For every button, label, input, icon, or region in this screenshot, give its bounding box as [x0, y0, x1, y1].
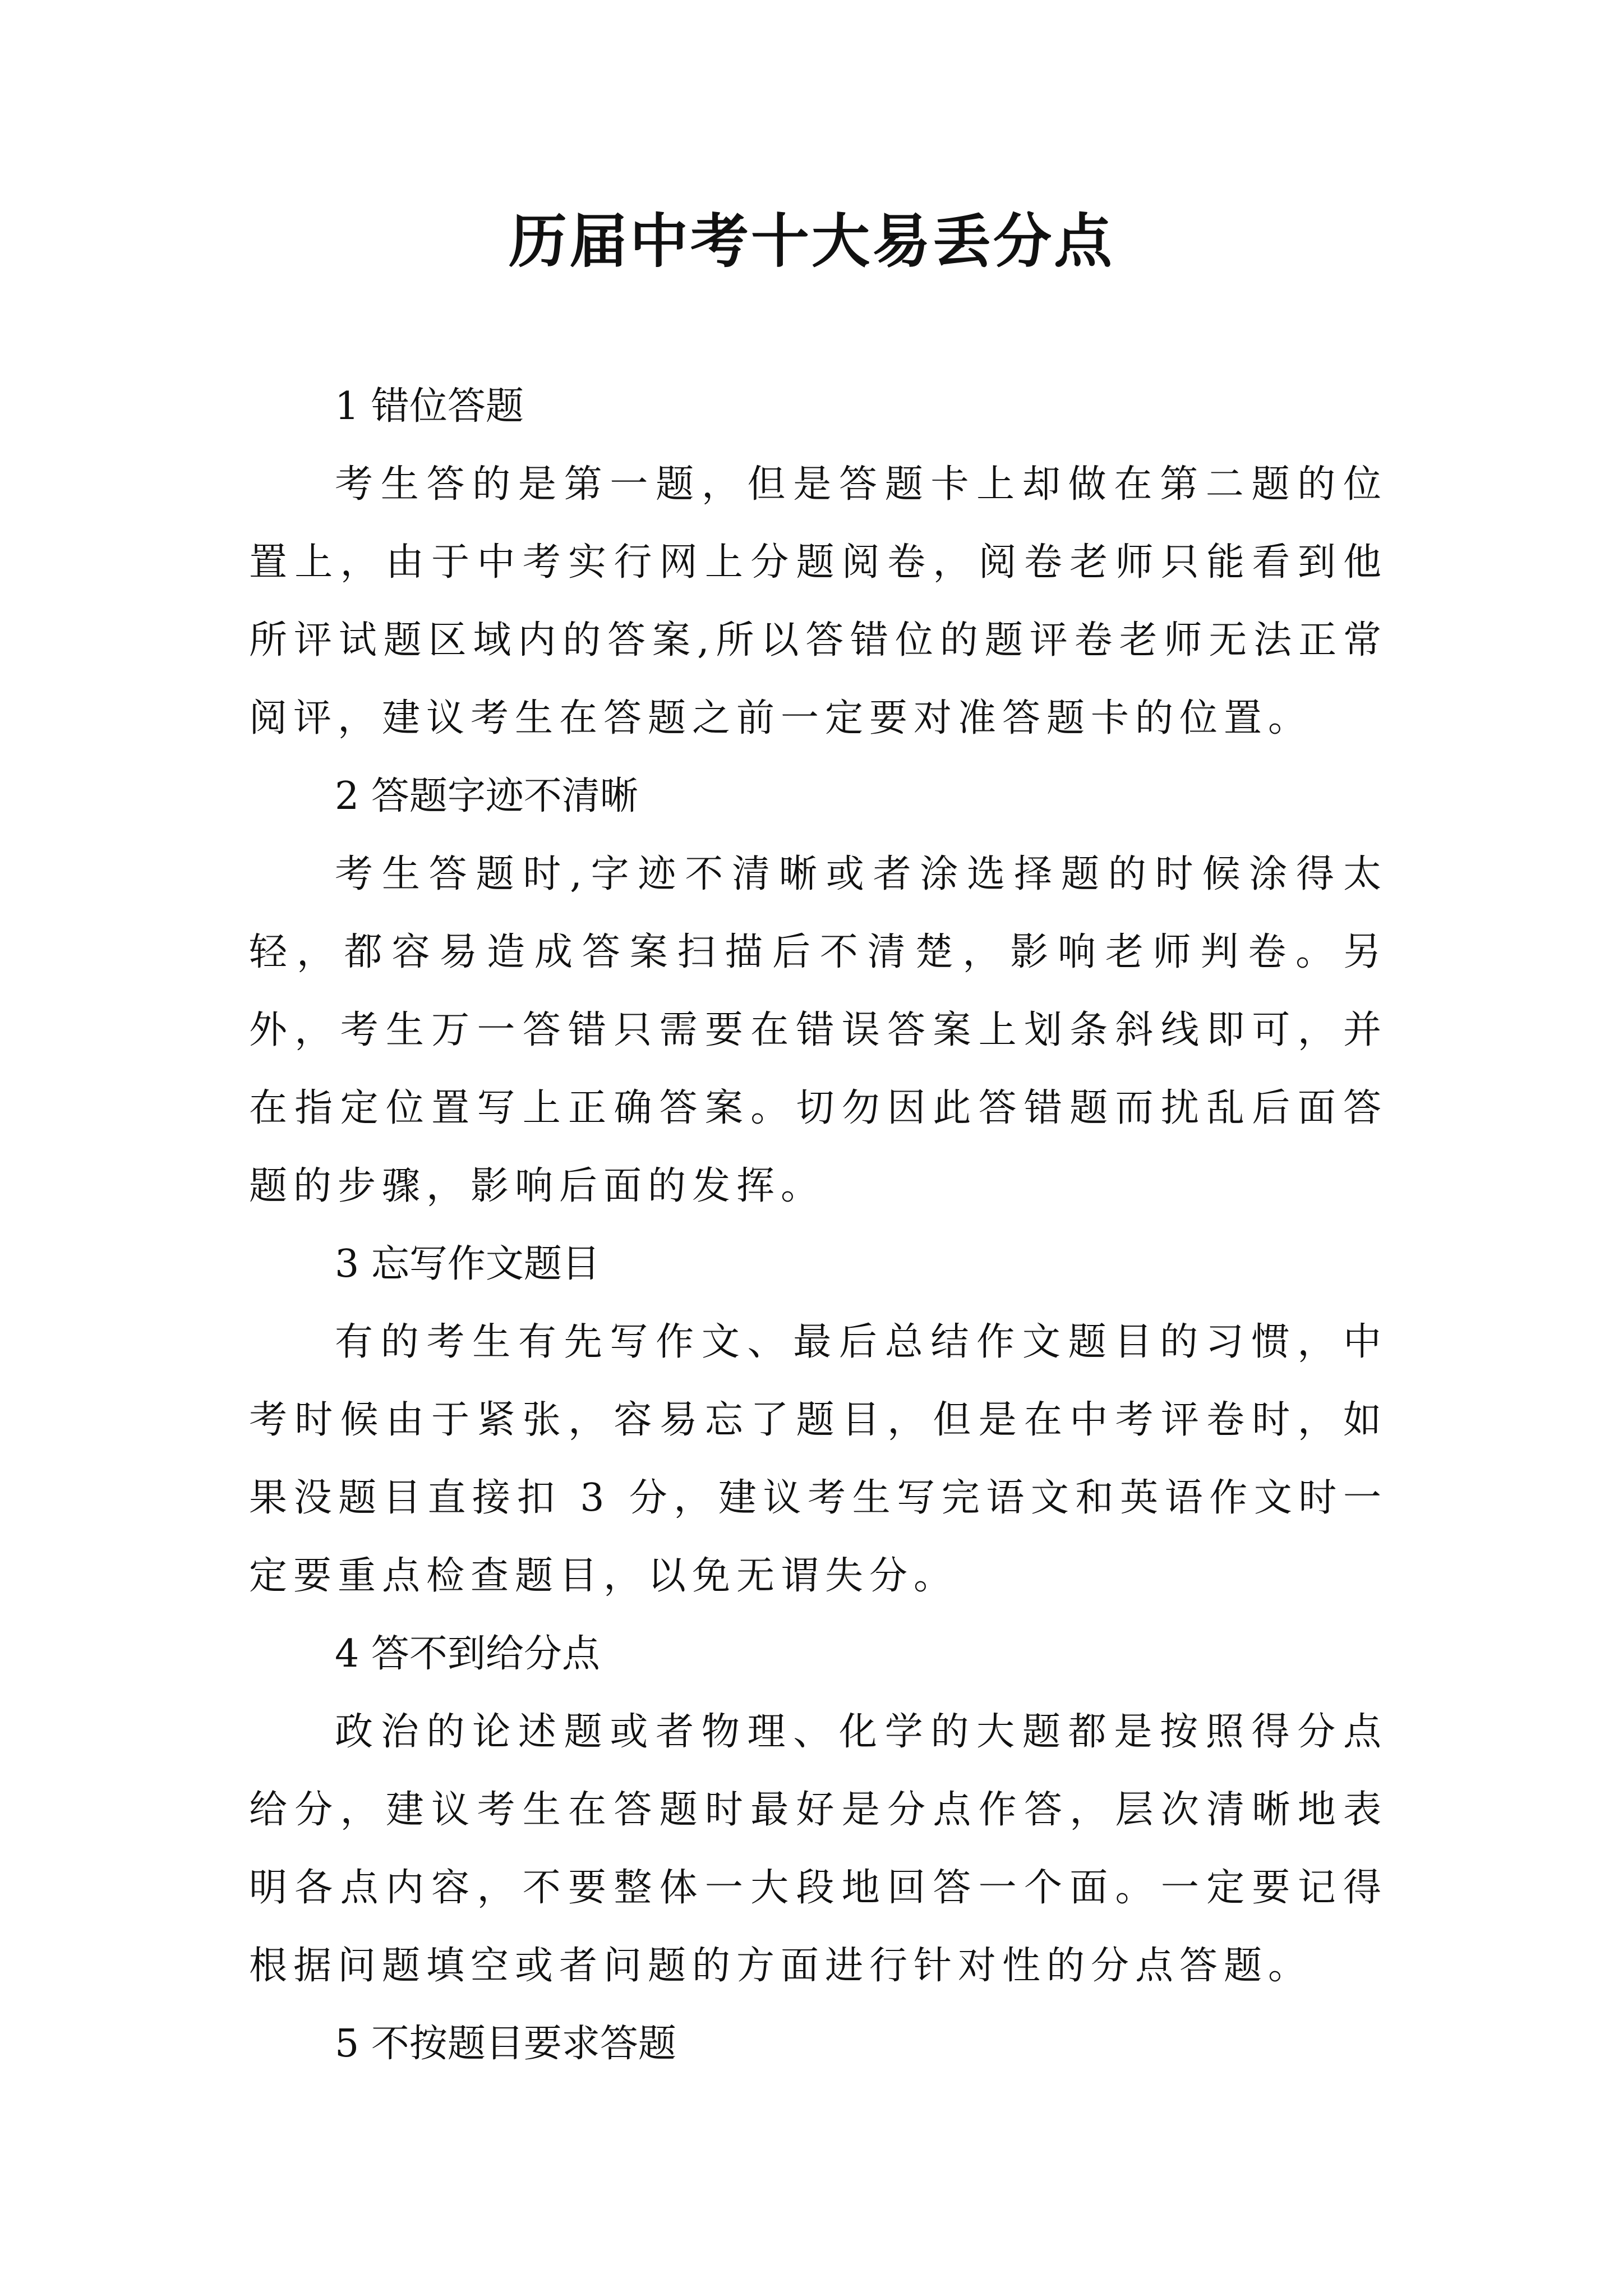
section-paragraph-3: 有的考生有先写作文、最后总结作文题目的习惯，中考时候由于紧张，容易忘了题目，但是在中考评卷时，如果没题目直接扣 3 分，建议考生写完语文和英语作文时一定要重点检查题目，以免无谓失分。	[249, 1320, 1387, 1598]
section-heading-2: 2 答题字迹不清晰	[335, 774, 638, 818]
section-paragraph-1: 考生答的是第一题，但是答题卡上却做在第二题的位置上，由于中考实行网上分题阅卷，阅卷老师只能看到他所评试题区域内的答案,所以答错位的题评卷老师无法正常阅评，建议考生在答题之前一定要对准答题卡的位置。	[249, 462, 1387, 740]
document-body	[249, 367, 1387, 2083]
section-paragraph-4: 政治的论述题或者物理、化学的大题都是按照得分点给分，建议考生在答题时最好是分点作答，层次清晰地表明各点内容，不要整体一大段地回答一个面。一定要记得根据问题填空或者问题的方面进行针对性的分点答题。	[249, 1710, 1387, 1988]
section-heading-4: 4 答不到给分点	[335, 1632, 600, 1676]
section-paragraph-2: 考生答题时,字迹不清晰或者涂选择题的时候涂得太轻，都容易造成答案扫描后不清楚，影响老师判卷。另外，考生万一答错只需要在错误答案上划条斜线即可，并在指定位置写上正确答案。切勿因此答错题而扰乱后面答题的步骤，影响后面的发挥。	[249, 852, 1387, 1208]
section-heading-3: 3 忘写作文题目	[335, 1242, 600, 1286]
document-title: 历届中考十大易丢分点	[508, 206, 1114, 275]
section-heading-1: 1 错位答题	[335, 384, 524, 429]
section-heading-5: 5 不按题目要求答题	[335, 2022, 676, 2066]
